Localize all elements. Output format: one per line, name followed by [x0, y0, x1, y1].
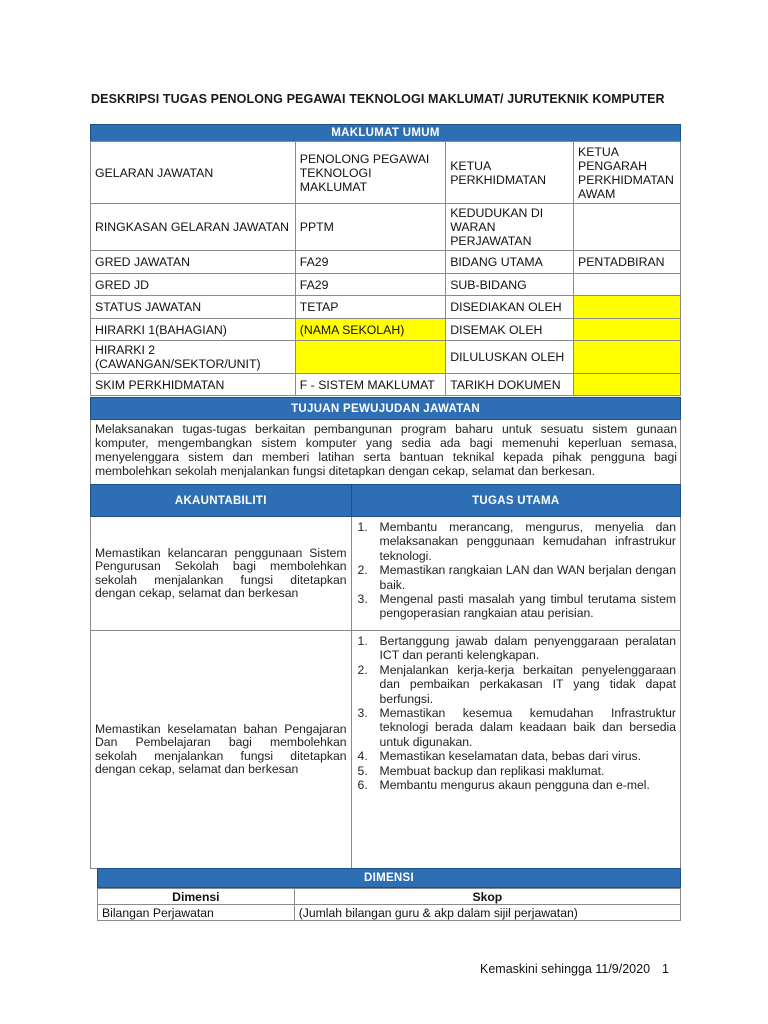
table-row: [91, 204, 681, 251]
akauntabiliti-header: AKAUNTABILITI: [91, 485, 352, 517]
table-row: [91, 251, 681, 274]
value-disediakan-oleh: [574, 296, 681, 319]
dimensi-row-label: Bilangan Perjawatan: [98, 905, 295, 921]
maklumat-umum-header: MAKLUMAT UMUM: [90, 124, 681, 142]
document-title: DESKRIPSI TUGAS PENOLONG PEGAWAI TEKNOLOGI MAKLUMAT/ JURUTEKNIK KOMPUTER: [91, 92, 665, 106]
value-ketua-perkhidmatan: KETUA PENGARAH PERKHIDMATAN AWAM: [574, 142, 681, 204]
page-number: 1: [662, 962, 669, 976]
table-row: [91, 296, 681, 319]
maklumat-umum-table: [90, 141, 681, 396]
table-row: [91, 319, 681, 341]
label-hirarki-2: HIRARKI 2 (CAWANGAN/SEKTOR/UNIT): [91, 341, 296, 374]
table-row: [98, 889, 681, 905]
tujuan-text: Melaksanakan tugas-tugas berkaitan pembangunan program baharu untuk sesuatu sistem gunaan komputer, mengembangkan sistem komputer yang sedia ada bagi memenuhi keperluan semasa, menyelenggara sistem dan memberi latihan serta bantuan teknikal kepada pihak pengguna bagi membolehkan sekolah menjalankan fungsi ditetapkan dengan cekap, selamat dan berkesan.: [90, 420, 681, 485]
value-diluluskan-oleh: [574, 341, 681, 374]
value-tarikh-dokumen: [574, 374, 681, 396]
value-hirarki-1: (NAMA SEKOLAH): [295, 319, 445, 341]
label-bidang-utama: BIDANG UTAMA: [446, 251, 574, 274]
list-item: 5. Membuat backup dan replikasi maklumat.: [357, 763, 605, 778]
value-sub-bidang: [574, 274, 681, 296]
table-row: [91, 631, 681, 869]
label-ketua-perkhidmatan: KETUA PERKHIDMATAN: [446, 142, 574, 204]
value-skim-perkhidmatan: F - SISTEM MAKLUMAT: [295, 374, 445, 396]
label-tarikh-dokumen: TARIKH DOKUMEN: [446, 374, 574, 396]
label-diluluskan-oleh: DILULUSKAN OLEH: [446, 341, 574, 374]
list-item: 2. Memastikan rangkaian LAN dan WAN berjalan dengan baik.: [357, 563, 676, 592]
value-gelaran-jawatan: PENOLONG PEGAWAI TEKNOLOGI MAKLUMAT: [295, 142, 445, 204]
label-skim-perkhidmatan: SKIM PERKHIDMATAN: [91, 374, 296, 396]
dimensi-header: DIMENSI: [97, 868, 681, 888]
dimensi-col-header: Dimensi: [98, 889, 295, 905]
value-hirarki-2: [295, 341, 445, 374]
tugas-list-1: [351, 517, 680, 631]
tugas-utama-header: TUGAS UTAMA: [351, 485, 680, 517]
table-row: [91, 341, 681, 374]
table-row: [98, 905, 681, 921]
value-status-jawatan: TETAP: [295, 296, 445, 319]
footer: [480, 962, 680, 976]
list-item: 3. Memastikan kesemua kemudahan Infrastruktur teknologi berada dalam keadaan baik dan bersedia untuk digunakan.: [357, 706, 676, 749]
table-row: [91, 374, 681, 396]
tugas-list-2: [351, 631, 680, 869]
label-ringkasan-gelaran: RINGKASAN GELARAN JAWATAN: [91, 204, 296, 251]
label-gred-jd: GRED JD: [91, 274, 296, 296]
label-gelaran-jawatan: GELARAN JAWATAN: [91, 142, 296, 204]
value-bidang-utama: PENTADBIRAN: [574, 251, 681, 274]
label-disemak-oleh: DISEMAK OLEH: [446, 319, 574, 341]
footer-updated-text: Kemaskini sehingga 11/9/2020: [480, 962, 651, 976]
label-kedudukan-waran: KEDUDUKAN DI WARAN PERJAWATAN: [446, 204, 574, 251]
akauntabiliti-1: Memastikan kelancaran penggunaan Sistem Pengurusan Sekolah bagi membolehkan sekolah menjalankan fungsi ditetapkan dengan cekap, selamat dan berkesan: [91, 517, 352, 631]
value-gred-jd: FA29: [295, 274, 445, 296]
label-gred-jawatan: GRED JAWATAN: [91, 251, 296, 274]
label-sub-bidang: SUB-BIDANG: [446, 274, 574, 296]
table-row: [91, 142, 681, 204]
table-row: [91, 274, 681, 296]
tujuan-header: TUJUAN PEWUJUDAN JAWATAN: [90, 397, 681, 420]
label-disediakan-oleh: DISEDIAKAN OLEH: [446, 296, 574, 319]
list-item: 2. Menjalankan kerja-kerja berkaitan penyelenggaraan dan pembaikan perkakasan IT yang tidak dapat berfungsi.: [357, 662, 676, 706]
list-item: 3. Mengenal pasti masalah yang timbul terutama sistem pengoperasian rangkaian atau perisian.: [357, 592, 676, 621]
akauntabiliti-table: [90, 484, 681, 869]
dimensi-row-value: (Jumlah bilangan guru & akp dalam sijil perjawatan): [294, 905, 680, 921]
list-item: 1. Membantu merancang, mengurus, menyelia dan melaksanakan penggunaan kemudahan infrastrukur teknologi.: [357, 520, 676, 563]
value-kedudukan-waran: [574, 204, 681, 251]
value-gred-jawatan: FA29: [295, 251, 445, 274]
table-row: [91, 517, 681, 631]
label-hirarki-1: HIRARKI 1(BAHAGIAN): [91, 319, 296, 341]
list-item: 6. Membantu mengurus akaun pengguna dan e-mel.: [357, 778, 650, 793]
dimensi-table: [97, 888, 681, 921]
list-item: 1. Bertanggung jawab dalam penyenggaraan peralatan ICT dan peranti kelengkapan.: [357, 634, 676, 663]
akauntabiliti-2: Memastikan keselamatan bahan Pengajaran Dan Pembelajaran bagi membolehkan sekolah menjalankan fungsi ditetapkan dengan cekap, selamat dan berkesan: [91, 631, 352, 869]
skop-col-header: Skop: [294, 889, 680, 905]
label-status-jawatan: STATUS JAWATAN: [91, 296, 296, 319]
list-item: 4. Memastikan keselamatan data, bebas dari virus.: [357, 749, 642, 764]
value-ringkasan-gelaran: PPTM: [295, 204, 445, 251]
value-disemak-oleh: [574, 319, 681, 341]
